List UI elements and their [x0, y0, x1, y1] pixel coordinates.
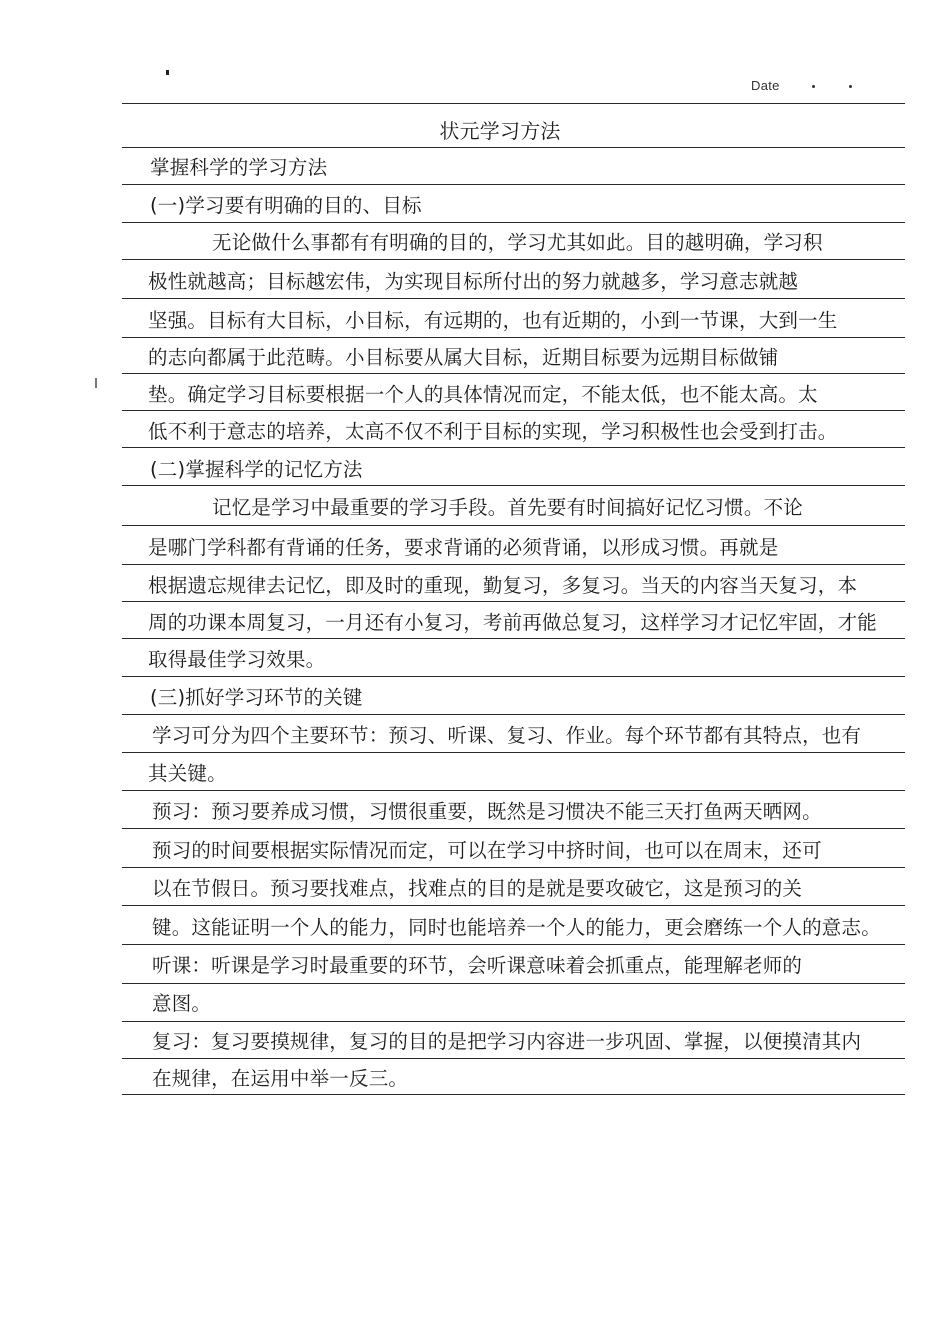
ruled-line [122, 298, 905, 299]
text-line: 无论做什么事都有有明确的目的，学习尤其如此。目的越明确，学习积 [212, 231, 823, 254]
ruled-line [122, 222, 905, 223]
ruled-line [122, 147, 905, 148]
ruled-line [122, 905, 905, 906]
date-dot [812, 85, 815, 88]
ruled-line [122, 103, 905, 104]
text-line: 听课：听课是学习时最重要的环节，会听课意味着会抓重点，能理解老师的 [152, 954, 803, 977]
ruled-line [122, 564, 905, 565]
ruled-line [122, 184, 905, 185]
text-line: 极性就越高；目标越宏伟，为实现目标所付出的努力就越多，学习意志就越 [148, 270, 799, 293]
ruled-line [122, 525, 905, 526]
text-line: 周的功课本周复习，一月还有小复习，考前再做总复习，这样学习才记忆牢固，才能 [148, 611, 877, 634]
text-line: 记忆是学习中最重要的学习手段。首先要有时间搞好记忆习惯。不论 [212, 496, 804, 519]
subsection-heading: (一)学习要有明确的目的、目标 [150, 194, 422, 217]
ruled-line [122, 752, 905, 753]
margin-mark [95, 378, 97, 388]
text-line: 垫。确定学习目标要根据一个人的具体情况而定，不能太低，也不能太高。太 [148, 383, 818, 406]
ruled-line [122, 1058, 905, 1059]
text-line: 键。这能证明一个人的能力，同时也能培养一个人的能力，更会磨练一个人的意志。 [152, 916, 881, 939]
text-line: 学习可分为四个主要环节：预习、听课、复习、作业。每个环节都有其特点，也有 [152, 724, 862, 747]
text-line: 低不利于意志的培养，太高不仅不利于目标的实现，学习积极性也会受到打击。 [148, 420, 838, 443]
ruled-line [122, 828, 905, 829]
ruled-line [122, 944, 905, 945]
text-line: 根据遗忘规律去记忆，即及时的重现，勤复习，多复习。当天的内容当天复习，本 [148, 574, 858, 597]
text-line: 坚强。目标有大目标，小目标，有远期的，也有近期的，小到一节课，大到一生 [148, 309, 838, 332]
ink-speck [166, 70, 169, 75]
date-label: Date [751, 78, 780, 93]
text-line: 是哪门学科都有背诵的任务，要求背诵的必须背诵，以形成习惯。再就是 [148, 536, 779, 559]
text-line: 预习的时间要根据实际情况而定，可以在学习中挤时间，也可以在周末，还可 [152, 839, 822, 862]
text-line: 复习：复习要摸规律，复习的目的是把学习内容进一步巩固、掌握，以便摸清其内 [152, 1030, 862, 1053]
ruled-line [122, 867, 905, 868]
ruled-line [122, 714, 905, 715]
page-title: 状元学习方法 [439, 119, 561, 143]
ruled-line [122, 337, 905, 338]
ruled-line [122, 983, 905, 984]
text-line: 意图。 [152, 992, 212, 1015]
text-line: 预习：预习要养成习惯，习惯很重要，既然是习惯决不能三天打鱼两天晒网。 [152, 800, 822, 823]
text-line: 以在节假日。预习要找难点，找难点的目的是就是要攻破它，这是预习的关 [152, 877, 803, 900]
text-line: 在规律，在运用中举一反三。 [152, 1067, 409, 1090]
text-line: 的志向都属于此范畴。小目标要从属大目标，近期目标要为远期目标做铺 [148, 346, 779, 369]
text-line: 取得最佳学习效果。 [148, 648, 326, 671]
ruled-line [122, 676, 905, 677]
text-line: 其关键。 [148, 762, 227, 785]
ruled-line [122, 790, 905, 791]
ruled-line [122, 259, 905, 260]
section-heading: 掌握科学的学习方法 [150, 156, 328, 179]
ruled-line [122, 1021, 905, 1022]
date-dot [849, 85, 852, 88]
subsection-heading: (三)抓好学习环节的关键 [150, 686, 363, 709]
subsection-heading: (二)掌握科学的记忆方法 [150, 458, 363, 481]
